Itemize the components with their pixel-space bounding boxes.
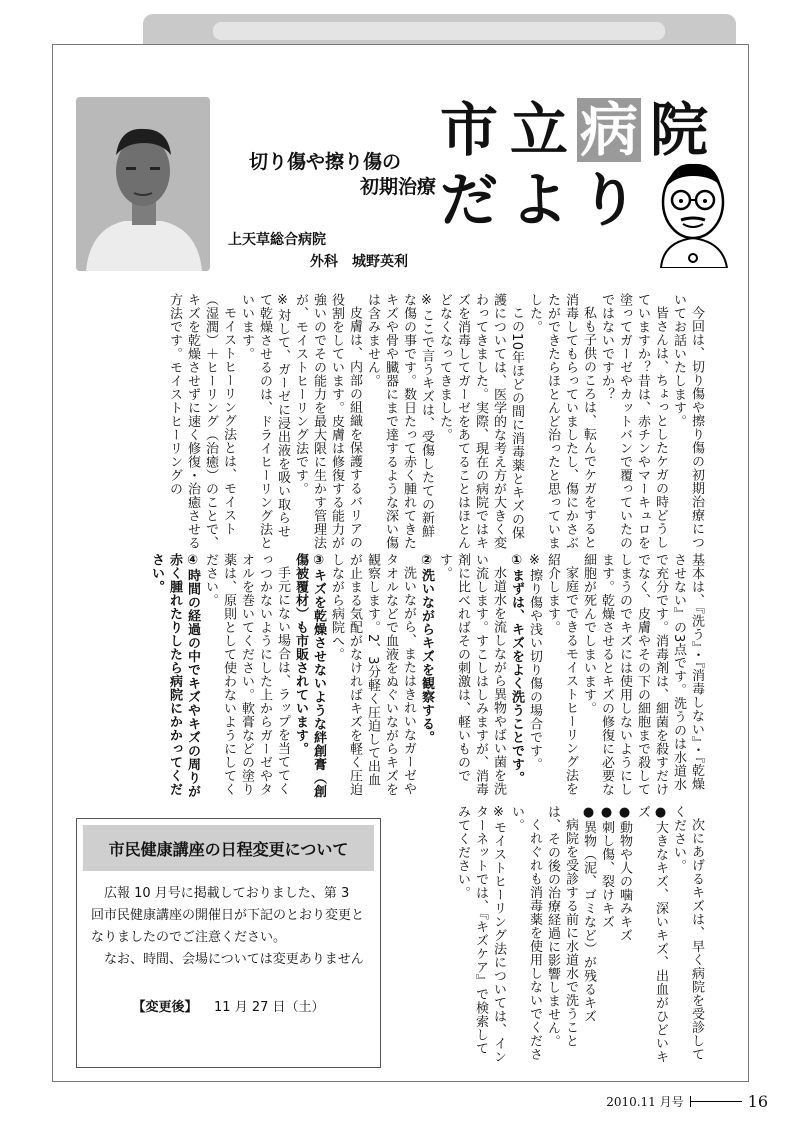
logo-char: り <box>579 166 638 234</box>
body-paragraph: 次にあげるキズは、早く病院を受診してください。 <box>671 805 704 1061</box>
notice-change-label: 【変更後】 <box>132 1000 198 1015</box>
notice-body <box>77 877 380 1025</box>
article-body-upper <box>80 293 705 551</box>
notice-change-date: 11 月 27 日（土） <box>214 1000 325 1015</box>
body-paragraph: 私も子供のころは、転んでケガをすると消毒してもらっていましたし、傷にかさぶたができたらほとんど治ったと思っていました。 <box>527 293 596 550</box>
article-body-lower <box>80 553 705 800</box>
logo-char-highlight: 病 <box>577 98 641 162</box>
body-paragraph: くれぐれも消毒薬を使用しないでください。 <box>509 805 542 1061</box>
body-list-item: ●異物（泥、ゴミなど）が残るキズ <box>581 805 596 1023</box>
body-paragraph: モイストヒーリング法とは、モイスト（湿潤）＋ヒーリング（治癒）のことで、キズを乾燥させずに速く修復・治癒させる方法です。モイストヒーリングの <box>167 293 236 550</box>
footer-rule <box>690 1101 742 1102</box>
notice-paragraph: なお、時間、会場については変更ありません <box>104 952 364 967</box>
logo-char: 市 <box>439 96 498 164</box>
body-paragraph: 今回は、切り傷や擦り傷の初期治療についてお話いたします。 <box>671 293 704 549</box>
top-tab-inner <box>213 22 665 40</box>
body-paragraph: ※ここで言うキズは、受傷したての新鮮な傷の事です。数日たって赤く腫れてきたキズや骨や臓器にまで達するような深い傷は含みません。 <box>365 293 434 550</box>
logo-char: だ <box>439 166 498 234</box>
body-heading: ②洗いながらキズを観察する。 <box>419 553 434 744</box>
body-paragraph: 皮膚は、内部の組織を保護するバリアの役割をしています。皮膚は修復する能力が強いのでその能力を最大限に生かす管理法が、モイストヒーリング法です。 <box>293 293 362 550</box>
page-number: 16 <box>747 1092 768 1111</box>
article-title-line2: 初期治療 <box>359 176 436 198</box>
body-paragraph: 水道水を流しながら異物やばい菌を洗い流します。すこしはしみますが、消毒剤に比べればその刺激は、軽いものです。 <box>437 553 506 796</box>
body-paragraph: この10年ほどの間に消毒薬とキズの保護については、医学的な考え方が大きく変わってきました。実際、現在の病院ではキズを消毒してガーゼをあてることはほとんどなくなってきました。 <box>437 293 524 550</box>
body-paragraph: 家庭でできるモイストヒーリング法を紹介します。 <box>545 553 578 796</box>
body-paragraph: 手元にない場合は、ラップを当ててくっつかないようにした上からガーゼやタオルを巻いてください。軟膏などの塗り薬は、原則として使わないようにしてください。 <box>203 553 290 796</box>
page-footer <box>606 1092 768 1111</box>
body-paragraph: ※対して、ガーゼに浸出液を吸い取らせて乾燥させるのは、ドライヒーリング法といいます。 <box>239 293 290 550</box>
issue-label: 2010.11 月号 <box>606 1095 684 1109</box>
body-list-item: ●刺し傷、裂けキズ <box>599 805 614 929</box>
article-title <box>214 150 436 200</box>
logo-char: よ <box>509 166 568 234</box>
body-list-item: ●大きなキズ、深いキズ、出血がひどいキズ <box>635 805 668 1064</box>
doctor-mascot-icon <box>653 150 733 272</box>
article-body-bottom <box>400 805 705 1065</box>
logo-char: 立 <box>509 96 568 164</box>
author-block <box>228 229 408 273</box>
body-paragraph: 洗いながら、またはきれいなガーゼやタオルなどで血液をぬぐいながらキズを観察します。2、3分軽く圧迫して出血が止まる気配がなければキズを軽く圧迫しながら病院へ。 <box>329 553 416 796</box>
body-paragraph: 皆さんは、ちょっとしたケガの時どうしていますか？昔は、赤チンやマーキュロを塗ってガーゼやカットバンで覆っていたのではないですか？ <box>599 293 668 550</box>
body-paragraph: 病院を受診する前に水道水で洗うことは、その後の治療経過に影響しません。 <box>545 805 578 1048</box>
logo-char: 院 <box>649 96 708 164</box>
article-title-line1: 切り傷や擦り傷の <box>248 151 401 173</box>
body-heading: ①まずは、キズをよく洗うことです。 <box>509 553 524 785</box>
notice-paragraph: 広報 10 月号に掲載しておりました、第 3 回市民健康講座の開催日が下記のとおり変更となりましたのでご注意ください。 <box>91 886 365 945</box>
body-paragraph: 基本は、『洗う』・『消毒しない』・『乾燥させない』の3点です。洗うのは水道水で充分です。消毒剤は、細菌を殺すだけでなく、皮膚やその下の細胞まで殺してしまうのでキズには使用しないようにします。乾燥させるとキズの修復に必要な細胞が死んでしまいます。 <box>581 553 704 796</box>
notice-change <box>91 997 366 1019</box>
body-heading: ③キズを乾燥させないような絆創膏（創傷被覆材）も市販されています。 <box>293 553 326 798</box>
notice-box <box>76 818 381 1068</box>
body-heading: ④時間の経過の中でキズやキズの周りが赤く腫れたりしたら病院にかかってください。 <box>149 553 200 798</box>
author-department: 外科 城野英利 <box>310 254 408 270</box>
body-paragraph: ※モイストヒーリング法については、インターネットでは、『キズケア』で検索してみてください。 <box>455 805 506 1064</box>
doctor-photo <box>76 97 210 271</box>
author-hospital: 上天草総合病院 <box>228 232 326 248</box>
notice-title: 市民健康講座の日程変更について <box>83 825 374 871</box>
body-list-item: ●動物や人の噛みキズ <box>617 805 632 942</box>
body-paragraph: ※擦り傷や浅い切り傷の場合です。 <box>527 553 542 771</box>
